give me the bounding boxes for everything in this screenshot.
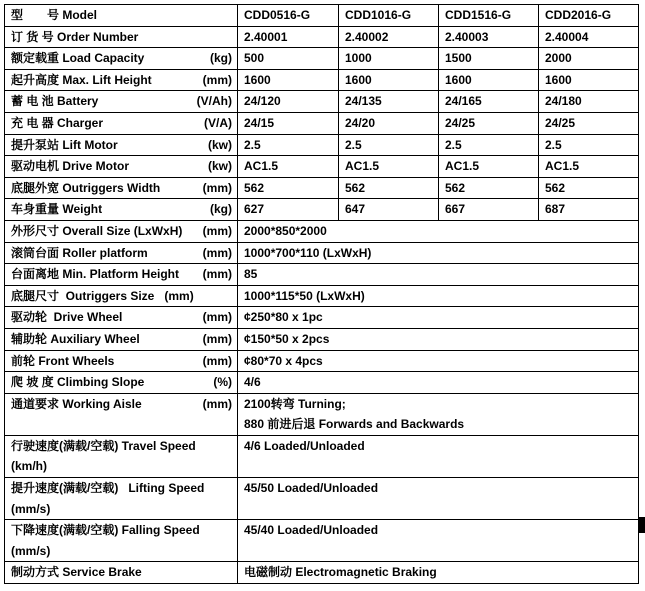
value-cell-span [238, 393, 639, 435]
row-label: 制动方式 Service Brake [11, 565, 142, 580]
row-label-cell [5, 328, 238, 350]
row-label-line [5, 436, 237, 457]
value-line: 2100转弯 Turning; [244, 396, 346, 411]
table-row [5, 26, 639, 48]
value-cell-span [238, 307, 639, 329]
value-cell: CDD1516-G [439, 5, 539, 27]
row-unit: (mm) [202, 267, 232, 282]
row-label-cell [5, 134, 238, 156]
value-cell: 2.5 [339, 134, 439, 156]
row-unit: (V/Ah) [196, 94, 232, 109]
spec-table [4, 4, 639, 584]
row-label-line [5, 91, 237, 112]
value-cell: AC1.5 [539, 156, 639, 178]
row-label-cell [5, 478, 238, 520]
value-cell: 24/165 [439, 91, 539, 113]
value-cell-span [238, 350, 639, 372]
row-label-line [5, 286, 237, 307]
row-unit: (mm) [202, 331, 232, 346]
table-row [5, 134, 639, 156]
row-unit: (mm) [202, 310, 232, 325]
value-cell: 1600 [439, 69, 539, 91]
value-cell-span [238, 328, 639, 350]
value-cell: 627 [238, 199, 339, 221]
table-row [5, 112, 639, 134]
row-unit: (mm) [202, 353, 232, 368]
value-line: ¢80*70 x 4pcs [244, 353, 323, 368]
row-label: 车身重量 Weight [11, 202, 103, 217]
table-row [5, 393, 639, 435]
row-label-cell [5, 112, 238, 134]
row-label-line [5, 221, 237, 242]
value-cell: 1000 [339, 48, 439, 70]
row-unit: (kg) [210, 51, 232, 66]
value-cell: 2.40002 [339, 26, 439, 48]
row-label-line [5, 307, 237, 328]
row-label-cell [5, 156, 238, 178]
row-label: 通道要求 Working Aisle [11, 396, 142, 411]
row-label-cell [5, 91, 238, 113]
row-label-line [5, 520, 237, 541]
value-cell: 24/25 [539, 112, 639, 134]
table-row [5, 242, 639, 264]
value-cell: 2.5 [539, 134, 639, 156]
row-unit: (kw) [208, 159, 232, 174]
value-cell: 562 [238, 177, 339, 199]
value-cell: 647 [339, 199, 439, 221]
row-unit: (%) [213, 375, 232, 390]
value-cell: 2.40001 [238, 26, 339, 48]
table-row [5, 350, 639, 372]
row-label-line2: (mm/s) [11, 501, 51, 516]
value-cell: 1500 [439, 48, 539, 70]
row-label-line [5, 27, 237, 48]
row-unit: (kg) [210, 202, 232, 217]
row-label-line [5, 48, 237, 69]
row-label: 下降速度(满载/空载) Falling Speed [11, 523, 200, 538]
row-label: 台面离地 Min. Platform Height [11, 267, 180, 282]
table-row [5, 156, 639, 178]
value-cell: 667 [439, 199, 539, 221]
value-cell: 24/180 [539, 91, 639, 113]
row-label-cell [5, 307, 238, 329]
row-label-cell [5, 26, 238, 48]
value-cell: 2.5 [439, 134, 539, 156]
value-cell: 2.40004 [539, 26, 639, 48]
value-cell: 2000 [539, 48, 639, 70]
row-label-line [5, 199, 237, 220]
black-marker [638, 517, 645, 533]
value-cell: 24/20 [339, 112, 439, 134]
row-label: 行驶速度(满载/空载) Travel Speed [11, 438, 196, 453]
table-row [5, 48, 639, 70]
table-row [5, 328, 639, 350]
row-label-line [5, 178, 237, 199]
row-label: 型 号 Model [11, 8, 97, 22]
row-label-cell [5, 177, 238, 199]
value-cell: 1600 [539, 69, 639, 91]
row-label: 前轮 Front Wheels [11, 353, 115, 368]
value-cell-span [238, 478, 639, 520]
row-label-cell [5, 350, 238, 372]
table-row [5, 91, 639, 113]
row-label-line2: (km/h) [11, 459, 47, 474]
row-label-line [5, 70, 237, 91]
value-line: 1000*700*110 (LxWxH) [244, 245, 372, 260]
row-label-cell [5, 5, 238, 27]
value-cell-span [238, 264, 639, 286]
row-label-cell [5, 520, 238, 562]
value-cell: 562 [539, 177, 639, 199]
row-unit: (mm) [202, 223, 232, 238]
row-unit: (mm) [202, 180, 232, 195]
row-label-line [5, 243, 237, 264]
value-line: 45/50 Loaded/Unloaded [244, 481, 379, 496]
row-label-cell [5, 48, 238, 70]
table-row [5, 177, 639, 199]
row-label-cell [5, 199, 238, 221]
value-line: 45/40 Loaded/Unloaded [244, 523, 379, 538]
row-label-cell [5, 69, 238, 91]
row-label-line [5, 478, 237, 499]
row-label: 起升高度 Max. Lift Height [11, 72, 152, 87]
row-label-line [5, 156, 237, 177]
row-label: 底腿尺寸 Outriggers Size (mm) [11, 288, 194, 303]
table-row [5, 520, 639, 562]
value-line: 4/6 Loaded/Unloaded [244, 438, 365, 453]
value-line: 85 [244, 267, 258, 282]
value-cell: 562 [339, 177, 439, 199]
value-cell: 2.40003 [439, 26, 539, 48]
row-label: 充 电 器 Charger [11, 115, 104, 130]
row-unit: (mm) [202, 396, 232, 411]
row-label-line2: (mm/s) [11, 543, 51, 558]
row-label: 驱动轮 Drive Wheel [11, 310, 123, 325]
row-label: 额定载重 Load Capacity [11, 51, 145, 66]
row-label-line2-wrap [5, 541, 237, 562]
value-cell: 500 [238, 48, 339, 70]
table-row [5, 199, 639, 221]
table-row [5, 264, 639, 286]
value-line: ¢250*80 x 1pc [244, 310, 323, 325]
value-cell: AC1.5 [238, 156, 339, 178]
table-row [5, 478, 639, 520]
row-unit: (mm) [202, 245, 232, 260]
value-cell: 24/120 [238, 91, 339, 113]
row-label-cell [5, 372, 238, 394]
value-cell-span [238, 242, 639, 264]
row-label-line [5, 113, 237, 134]
spec-sheet [4, 4, 639, 584]
value-cell: 1600 [238, 69, 339, 91]
row-label-line [5, 329, 237, 350]
value-line: ¢150*50 x 2pcs [244, 331, 330, 346]
table-row [5, 307, 639, 329]
value-cell: AC1.5 [339, 156, 439, 178]
value-cell-span [238, 285, 639, 307]
row-label-line2-wrap [5, 499, 237, 520]
spec-table-body [5, 5, 639, 584]
value-cell-span [238, 520, 639, 562]
row-label-line [5, 135, 237, 156]
value-cell: 24/15 [238, 112, 339, 134]
row-label-line [5, 264, 237, 285]
row-label: 驱动电机 Drive Motor [11, 159, 130, 174]
row-label-cell [5, 393, 238, 435]
value-cell: 2.5 [238, 134, 339, 156]
row-label-cell [5, 242, 238, 264]
row-label-line [5, 351, 237, 372]
row-label-cell [5, 562, 238, 584]
value-cell: CDD0516-G [238, 5, 339, 27]
row-label: 底腿外宽 Outriggers Width [11, 180, 161, 195]
table-row [5, 435, 639, 477]
row-label: 提升速度(满载/空载) Lifting Speed [11, 481, 205, 496]
row-label-line2-wrap [5, 456, 237, 477]
row-label: 外形尺寸 Overall Size (LxWxH) [11, 223, 183, 238]
table-row [5, 5, 639, 27]
row-unit: (mm) [202, 72, 232, 87]
value-cell-span [238, 562, 639, 584]
table-row [5, 285, 639, 307]
value-cell-span [238, 372, 639, 394]
value-line: 880 前进后退 Forwards and Backwards [244, 417, 465, 432]
value-cell: 24/135 [339, 91, 439, 113]
value-cell: CDD1016-G [339, 5, 439, 27]
row-label-cell [5, 285, 238, 307]
value-cell-span [238, 220, 639, 242]
row-label-cell [5, 435, 238, 477]
row-label: 蓄 电 池 Battery [11, 94, 99, 109]
table-row [5, 562, 639, 584]
value-cell: CDD2016-G [539, 5, 639, 27]
value-cell: 687 [539, 199, 639, 221]
table-row [5, 220, 639, 242]
row-label: 辅助轮 Auxiliary Wheel [11, 331, 140, 346]
value-cell: 562 [439, 177, 539, 199]
value-cell: AC1.5 [439, 156, 539, 178]
value-line: 4/6 [244, 375, 261, 390]
row-label-line [5, 5, 237, 26]
row-label-line [5, 562, 237, 583]
value-cell: 1600 [339, 69, 439, 91]
row-unit: (V/A) [204, 115, 232, 130]
value-cell: 24/25 [439, 112, 539, 134]
row-label-line [5, 394, 237, 415]
row-label: 订 货 号 Order Number [11, 29, 139, 44]
row-unit: (kw) [208, 137, 232, 152]
row-label-cell [5, 264, 238, 286]
row-label: 滚筒台面 Roller platform [11, 245, 148, 260]
value-line: 电磁制动 Electromagnetic Braking [244, 565, 437, 580]
value-line: 2000*850*2000 [244, 223, 327, 238]
value-line: 1000*115*50 (LxWxH) [244, 288, 365, 303]
table-row [5, 69, 639, 91]
row-label: 爬 坡 度 Climbing Slope [11, 375, 145, 390]
table-row [5, 372, 639, 394]
row-label: 提升泵站 Lift Motor [11, 137, 118, 152]
row-label-cell [5, 220, 238, 242]
row-label-line [5, 372, 237, 393]
value-cell-span [238, 435, 639, 477]
